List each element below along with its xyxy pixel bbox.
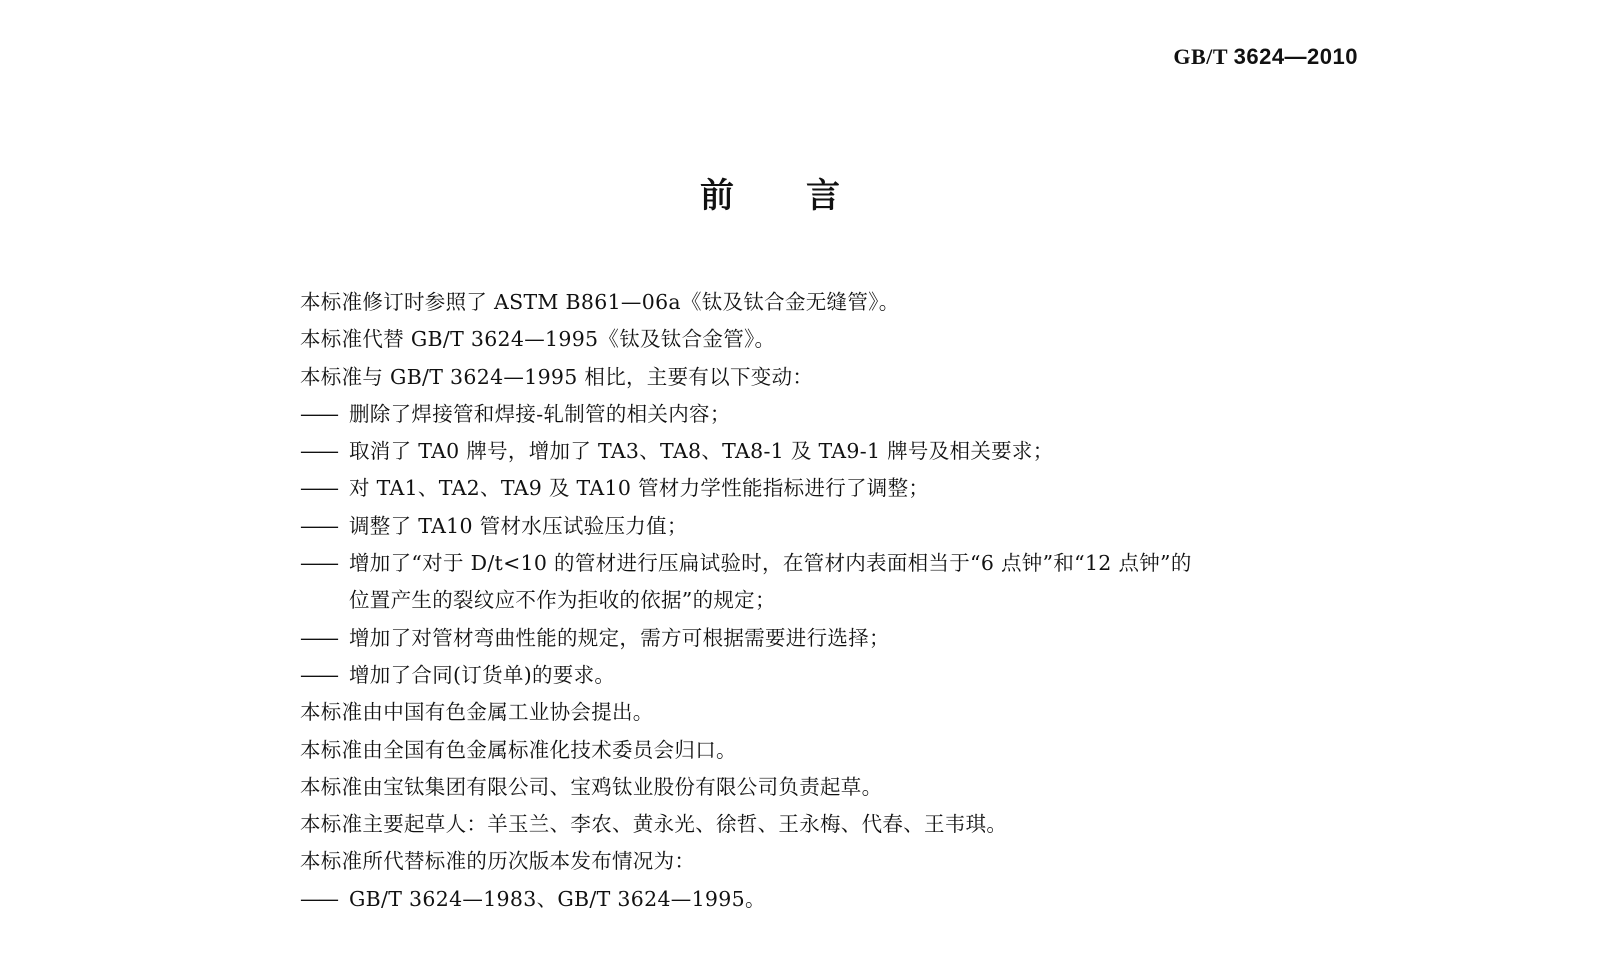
history-item-text: GB/T 3624—1983、GB/T 3624—1995。 xyxy=(349,886,766,911)
paragraph-text: 本标准代替 GB/T 3624—1995《钛及钛合金管》。 xyxy=(300,327,776,352)
paragraph-text: 本标准由中国有色金属工业协会提出。 xyxy=(300,700,654,725)
page-title: 前言 xyxy=(700,176,912,216)
foreword-body xyxy=(300,284,1330,918)
change-item xyxy=(300,657,1330,694)
dash-bullet: —— xyxy=(300,513,337,538)
paragraph-text: 本标准所代替标准的历次版本发布情况为： xyxy=(300,849,696,874)
paragraph-text: 本标准由全国有色金属标准化技术委员会归口。 xyxy=(300,737,737,762)
paragraph-history-intro xyxy=(300,843,1330,880)
change-item-text: 增加了“对于 D/t<10 的管材进行压扁试验时，在管材内表面相当于“6 点钟”和“12 点钟”的 xyxy=(349,551,1192,576)
standard-number: 3624—2010 xyxy=(1233,44,1358,69)
change-item-text: 删除了焊接管和焊接-轧制管的相关内容； xyxy=(349,401,731,426)
paragraph-replaces xyxy=(300,321,1330,358)
paragraph-drafting-org xyxy=(300,769,1330,806)
change-item-text: 调整了 TA10 管材水压试验压力值； xyxy=(349,513,688,538)
paragraph-drafters xyxy=(300,806,1330,843)
paragraph-text: 本标准主要起草人：羊玉兰、李农、黄永光、徐哲、王永梅、代春、王韦琪。 xyxy=(300,812,1008,837)
standard-prefix: GB/T xyxy=(1173,44,1228,69)
paragraph-text: 本标准由宝钛集团有限公司、宝鸡钛业股份有限公司负责起草。 xyxy=(300,774,883,799)
paragraph-changes-intro xyxy=(300,359,1330,396)
paragraph-text: 本标准与 GB/T 3624—1995 相比，主要有以下变动： xyxy=(300,364,814,389)
dash-bullet: —— xyxy=(300,401,337,426)
dash-bullet: —— xyxy=(300,662,337,687)
paragraph-reference xyxy=(300,284,1330,321)
dash-bullet: —— xyxy=(300,476,337,501)
dash-bullet: —— xyxy=(300,886,337,911)
change-item-text: 位置产生的裂纹应不作为拒收的依据”的规定； xyxy=(349,588,776,613)
change-item-text: 增加了合同(订货单)的要求。 xyxy=(349,662,616,687)
change-item xyxy=(300,620,1330,657)
standard-code xyxy=(1173,44,1358,70)
paragraph-committee xyxy=(300,732,1330,769)
dash-bullet: —— xyxy=(300,625,337,650)
paragraph-text: 本标准修订时参照了 ASTM B861—06a《钛及钛合金无缝管》。 xyxy=(300,290,900,314)
dash-bullet: —— xyxy=(300,551,337,576)
change-item-text: 增加了对管材弯曲性能的规定，需方可根据需要进行选择； xyxy=(349,625,890,650)
change-item-text: 对 TA1、TA2、TA9 及 TA10 管材力学性能指标进行了调整； xyxy=(349,476,930,501)
dash-bullet: —— xyxy=(300,439,337,464)
change-item xyxy=(300,396,1330,433)
change-item-continuation xyxy=(300,582,1330,619)
change-item xyxy=(300,470,1330,507)
change-item xyxy=(300,508,1330,545)
change-item xyxy=(300,433,1330,470)
history-item xyxy=(300,881,1330,918)
paragraph-proposer xyxy=(300,694,1330,731)
change-item xyxy=(300,545,1330,582)
change-item-text: 取消了 TA0 牌号，增加了 TA3、TA8、TA8-1 及 TA9-1 牌号及相关要求； xyxy=(349,439,1054,464)
